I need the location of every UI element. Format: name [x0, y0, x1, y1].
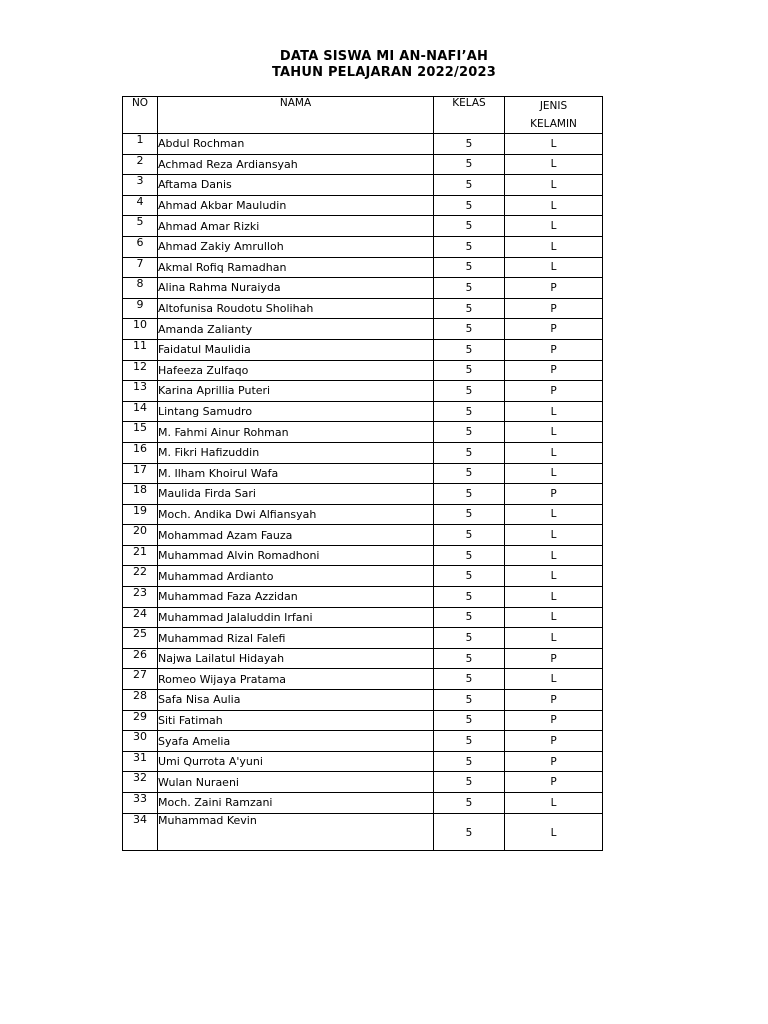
row-number: 30: [123, 731, 158, 752]
row-number: 3: [123, 175, 158, 196]
row-number: 34: [123, 813, 158, 850]
row-number: 12: [123, 360, 158, 381]
student-name: Muhammad Kevin: [158, 813, 434, 850]
student-class: 5: [434, 381, 505, 402]
row-number: 24: [123, 607, 158, 628]
student-gender: L: [505, 154, 603, 175]
student-class: 5: [434, 772, 505, 793]
row-number: 27: [123, 669, 158, 690]
student-gender: L: [505, 175, 603, 196]
student-name: Najwa Lailatul Hidayah: [158, 648, 434, 669]
row-number: 8: [123, 278, 158, 299]
student-gender: L: [505, 216, 603, 237]
student-class: 5: [434, 442, 505, 463]
student-name: Muhammad Jalaluddin Irfani: [158, 607, 434, 628]
table-row: [123, 587, 603, 608]
student-name: Achmad Reza Ardiansyah: [158, 154, 434, 175]
student-gender: L: [505, 793, 603, 814]
student-gender: L: [505, 587, 603, 608]
student-class: 5: [434, 319, 505, 340]
row-number: 20: [123, 525, 158, 546]
table-row: [123, 504, 603, 525]
table-row: [123, 525, 603, 546]
table-row: [123, 793, 603, 814]
student-name: Muhammad Rizal Falefi: [158, 628, 434, 649]
student-name: Muhammad Alvin Romadhoni: [158, 545, 434, 566]
table-row: [123, 628, 603, 649]
student-class: 5: [434, 154, 505, 175]
row-number: 1: [123, 134, 158, 155]
student-class: 5: [434, 504, 505, 525]
student-name: Ahmad Amar Rizki: [158, 216, 434, 237]
student-name: M. Fahmi Ainur Rohman: [158, 422, 434, 443]
student-name: Altofunisa Roudotu Sholihah: [158, 298, 434, 319]
row-number: 11: [123, 339, 158, 360]
row-number: 9: [123, 298, 158, 319]
table-row: [123, 422, 603, 443]
student-class: 5: [434, 731, 505, 752]
student-gender: L: [505, 195, 603, 216]
student-class: 5: [434, 690, 505, 711]
student-gender: L: [505, 134, 603, 155]
student-gender: L: [505, 566, 603, 587]
table-row: [123, 648, 603, 669]
table-row: [123, 690, 603, 711]
student-name: Moch. Andika Dwi Alfiansyah: [158, 504, 434, 525]
table-row: [123, 669, 603, 690]
row-number: 25: [123, 628, 158, 649]
student-name: M. Fikri Hafizuddin: [158, 442, 434, 463]
student-gender: P: [505, 751, 603, 772]
row-number: 18: [123, 484, 158, 505]
student-gender: P: [505, 772, 603, 793]
student-name: Ahmad Zakiy Amrulloh: [158, 236, 434, 257]
table-row: [123, 813, 603, 850]
student-class: 5: [434, 339, 505, 360]
student-name: Muhammad Ardianto: [158, 566, 434, 587]
student-class: 5: [434, 216, 505, 237]
student-class: 5: [434, 278, 505, 299]
student-gender: L: [505, 401, 603, 422]
student-name: Wulan Nuraeni: [158, 772, 434, 793]
row-number: 21: [123, 545, 158, 566]
student-name: Romeo Wijaya Pratama: [158, 669, 434, 690]
table-row: [123, 339, 603, 360]
table-body: [123, 134, 603, 851]
table-row: [123, 278, 603, 299]
student-gender: P: [505, 339, 603, 360]
student-gender: L: [505, 463, 603, 484]
table-header-row: [123, 97, 603, 134]
student-name: Alina Rahma Nuraiyda: [158, 278, 434, 299]
student-class: 5: [434, 463, 505, 484]
student-gender: P: [505, 381, 603, 402]
table-row: [123, 319, 603, 340]
student-table: [122, 96, 603, 851]
student-class: 5: [434, 484, 505, 505]
student-name: Faidatul Maulidia: [158, 339, 434, 360]
student-class: 5: [434, 566, 505, 587]
student-class: 5: [434, 669, 505, 690]
student-name: Umi Qurrota A'yuni: [158, 751, 434, 772]
table-row: [123, 216, 603, 237]
table-row: [123, 154, 603, 175]
student-gender: L: [505, 525, 603, 546]
student-gender: L: [505, 813, 603, 850]
table-row: [123, 545, 603, 566]
student-name: Ahmad Akbar Mauludin: [158, 195, 434, 216]
row-number: 10: [123, 319, 158, 340]
table-row: [123, 134, 603, 155]
header-kelas: KELAS: [434, 97, 505, 134]
student-gender: L: [505, 257, 603, 278]
student-gender: P: [505, 319, 603, 340]
student-name: Akmal Rofiq Ramadhan: [158, 257, 434, 278]
student-name: Abdul Rochman: [158, 134, 434, 155]
student-gender: L: [505, 669, 603, 690]
row-number: 17: [123, 463, 158, 484]
student-name: Hafeeza Zulfaqo: [158, 360, 434, 381]
table-row: [123, 751, 603, 772]
table-row: [123, 566, 603, 587]
table-row: [123, 360, 603, 381]
header-nama: NAMA: [158, 97, 434, 134]
header-no: NO: [123, 97, 158, 134]
student-class: 5: [434, 751, 505, 772]
row-number: 16: [123, 442, 158, 463]
table-row: [123, 381, 603, 402]
student-class: 5: [434, 628, 505, 649]
student-name: Aftama Danis: [158, 175, 434, 196]
student-name: M. Ilham Khoirul Wafa: [158, 463, 434, 484]
header-jenis-kelamin-line1: JENIS: [539, 100, 568, 112]
student-gender: P: [505, 278, 603, 299]
table-row: [123, 298, 603, 319]
table-row: [123, 731, 603, 752]
student-name: Syafa Amelia: [158, 731, 434, 752]
row-number: 13: [123, 381, 158, 402]
row-number: 29: [123, 710, 158, 731]
student-gender: L: [505, 236, 603, 257]
student-name: Lintang Samudro: [158, 401, 434, 422]
header-jenis-kelamin-line2: KELAMIN: [530, 118, 577, 130]
row-number: 26: [123, 648, 158, 669]
student-gender: L: [505, 607, 603, 628]
student-class: 5: [434, 195, 505, 216]
row-number: 14: [123, 401, 158, 422]
student-name: Karina Aprillia Puteri: [158, 381, 434, 402]
student-gender: L: [505, 442, 603, 463]
student-gender: P: [505, 731, 603, 752]
row-number: 28: [123, 690, 158, 711]
student-gender: L: [505, 504, 603, 525]
row-number: 7: [123, 257, 158, 278]
student-gender: P: [505, 360, 603, 381]
row-number: 5: [123, 216, 158, 237]
student-name: Safa Nisa Aulia: [158, 690, 434, 711]
student-name: Moch. Zaini Ramzani: [158, 793, 434, 814]
student-name: Siti Fatimah: [158, 710, 434, 731]
row-number: 22: [123, 566, 158, 587]
student-class: 5: [434, 793, 505, 814]
document-subtitle: TAHUN PELAJARAN 2022/2023: [271, 65, 496, 80]
student-class: 5: [434, 175, 505, 196]
student-class: 5: [434, 401, 505, 422]
student-name: Mohammad Azam Fauza: [158, 525, 434, 546]
student-class: 5: [434, 236, 505, 257]
student-class: 5: [434, 360, 505, 381]
table-row: [123, 236, 603, 257]
table-row: [123, 195, 603, 216]
student-class: 5: [434, 648, 505, 669]
student-gender: L: [505, 422, 603, 443]
row-number: 4: [123, 195, 158, 216]
table-row: [123, 710, 603, 731]
row-number: 6: [123, 236, 158, 257]
student-gender: P: [505, 690, 603, 711]
table-row: [123, 175, 603, 196]
row-number: 32: [123, 772, 158, 793]
student-class: 5: [434, 422, 505, 443]
table-row: [123, 607, 603, 628]
row-number: 31: [123, 751, 158, 772]
row-number: 33: [123, 793, 158, 814]
student-class: 5: [434, 298, 505, 319]
student-name: Maulida Firda Sari: [158, 484, 434, 505]
row-number: 19: [123, 504, 158, 525]
row-number: 23: [123, 587, 158, 608]
student-class: 5: [434, 710, 505, 731]
document-title: DATA SISWA MI AN-NAFI’AH: [279, 49, 489, 64]
student-class: 5: [434, 525, 505, 546]
student-class: 5: [434, 813, 505, 850]
student-class: 5: [434, 545, 505, 566]
student-class: 5: [434, 587, 505, 608]
student-class: 5: [434, 257, 505, 278]
student-gender: P: [505, 484, 603, 505]
row-number: 15: [123, 422, 158, 443]
student-name: Muhammad Faza Azzidan: [158, 587, 434, 608]
table-row: [123, 772, 603, 793]
student-gender: P: [505, 710, 603, 731]
table-row: [123, 484, 603, 505]
header-jenis-kelamin: [505, 97, 603, 134]
table-row: [123, 257, 603, 278]
student-gender: L: [505, 628, 603, 649]
student-gender: L: [505, 545, 603, 566]
table-row: [123, 442, 603, 463]
row-number: 2: [123, 154, 158, 175]
student-gender: P: [505, 298, 603, 319]
table-row: [123, 463, 603, 484]
table-row: [123, 401, 603, 422]
student-class: 5: [434, 607, 505, 628]
student-gender: P: [505, 648, 603, 669]
student-name: Amanda Zalianty: [158, 319, 434, 340]
student-class: 5: [434, 134, 505, 155]
